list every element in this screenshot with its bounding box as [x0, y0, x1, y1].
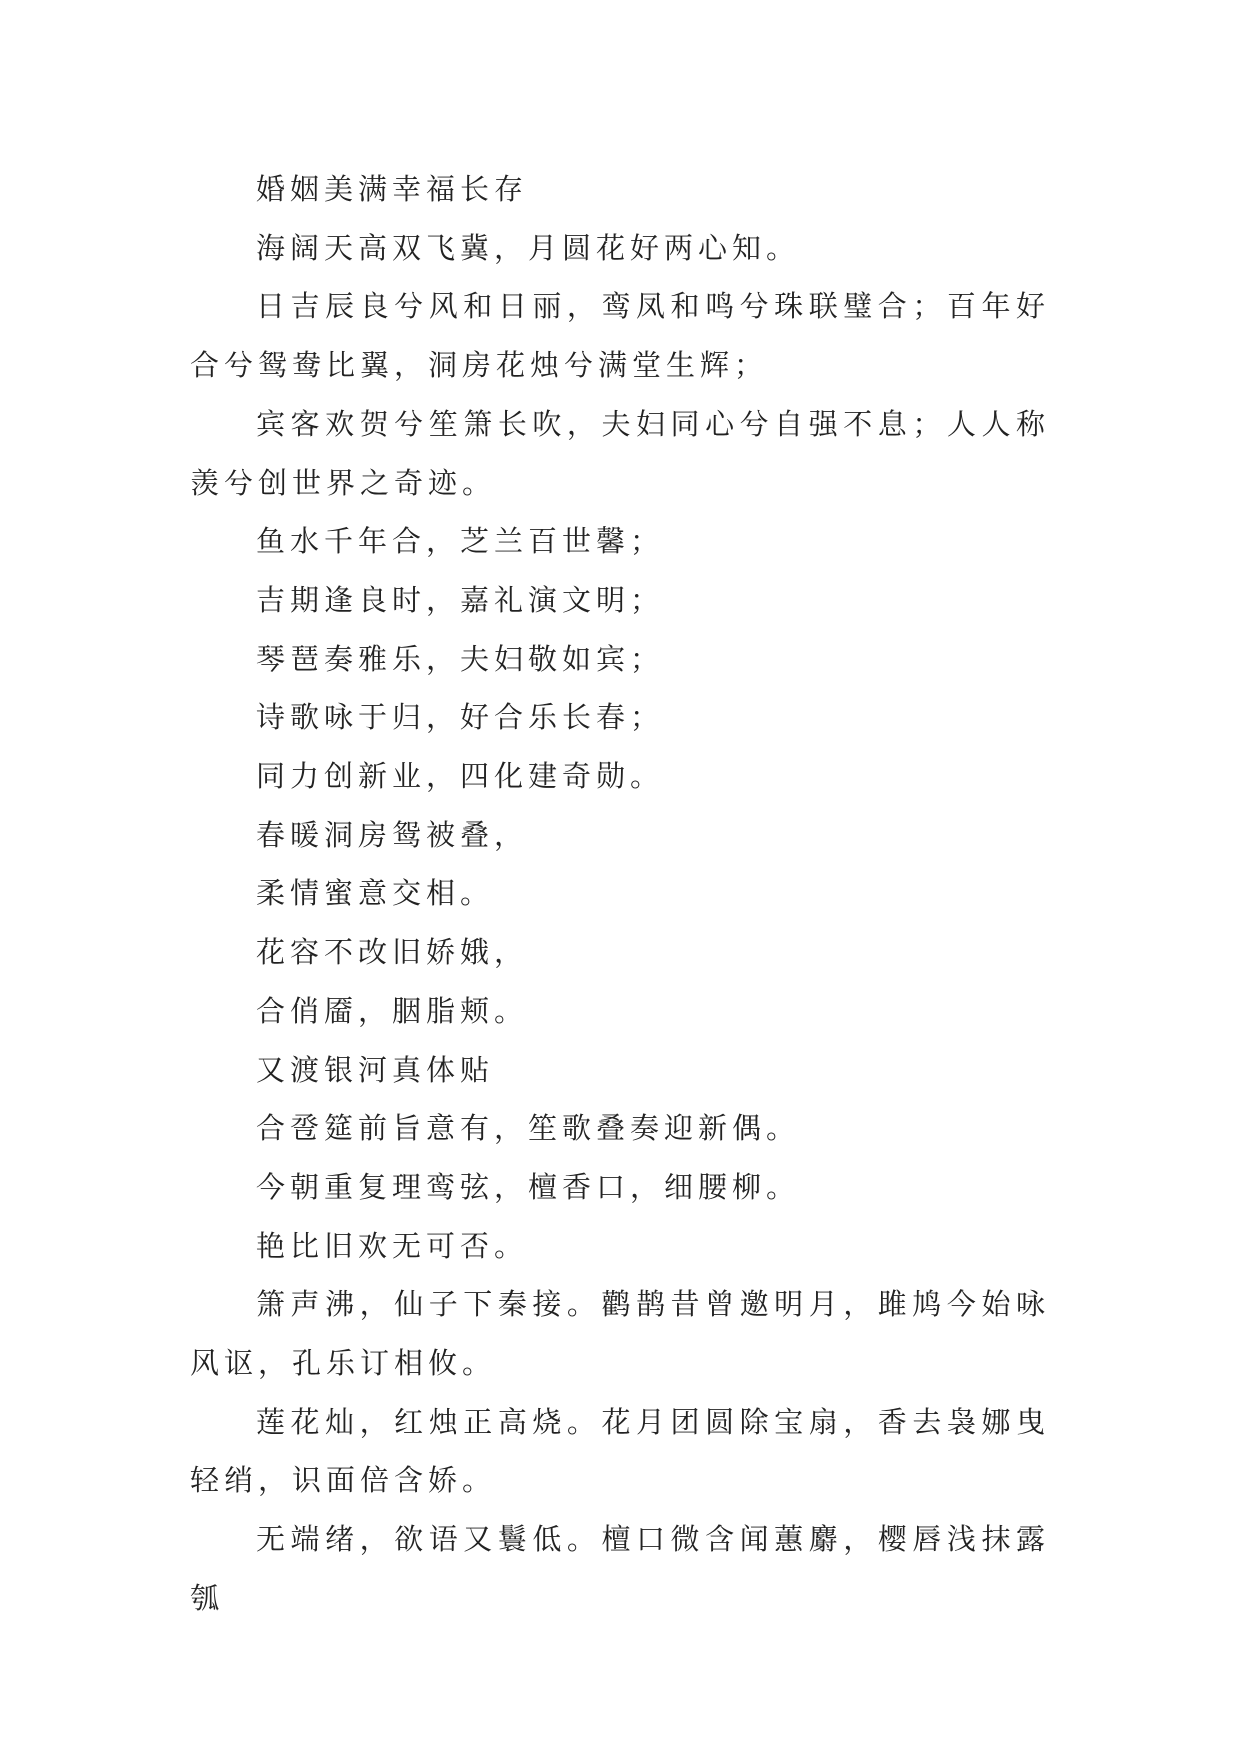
paragraph: 柔情蜜意交相。 [256, 876, 495, 911]
paragraph: 花容不改旧娇娥， [256, 935, 529, 970]
paragraph: 无端绪，欲语又鬟低。檀口微含闻蕙麝，樱唇浅抹露瓠 [190, 1522, 1050, 1615]
paragraph: 海阔天高双飞冀，月圆花好两心知。 [256, 230, 801, 265]
document-page [190, 160, 1050, 1628]
paragraph: 艳比旧欢无可否。 [256, 1228, 529, 1263]
paragraph: 合卺筵前旨意有，笙歌叠奏迎新偶。 [256, 1111, 801, 1146]
paragraph: 宾客欢贺兮笙箫长吹，夫妇同心兮自强不息；人人称羡兮创世界之奇迹。 [190, 406, 1050, 500]
paragraph: 箫声沸，仙子下秦接。鹳鹊昔曾邀明月，雎鸠今始咏风讴，孔乐订相攸。 [190, 1287, 1050, 1381]
document-title: 婚姻美满幸福长存 [256, 172, 529, 206]
paragraph: 琴琶奏雅乐，夫妇敬如宾； [256, 641, 665, 676]
paragraph: 同力创新业，四化建奇勋。 [256, 759, 665, 794]
paragraph: 日吉辰良兮风和日丽，鸾凤和鸣兮珠联璧合；百年好合兮鸳鸯比翼，洞房花烛兮满堂生辉； [190, 289, 1050, 383]
paragraph: 鱼水千年合，芝兰百世馨； [256, 524, 665, 559]
paragraph: 春暖洞房鸳被叠， [256, 817, 529, 852]
paragraph: 诗歌咏于归，好合乐长春； [256, 700, 665, 735]
paragraph: 今朝重复理鸾弦，檀香口，细腰柳。 [256, 1169, 801, 1204]
paragraph: 又渡银河真体贴 [256, 1052, 495, 1087]
paragraph: 莲花灿，红烛正高烧。花月团圆除宝扇，香去袅娜曳轻绡，识面倍含娇。 [190, 1404, 1050, 1498]
paragraph: 吉期逢良时，嘉礼演文明； [256, 582, 665, 617]
paragraph: 合俏靥，胭脂颊。 [256, 993, 529, 1028]
